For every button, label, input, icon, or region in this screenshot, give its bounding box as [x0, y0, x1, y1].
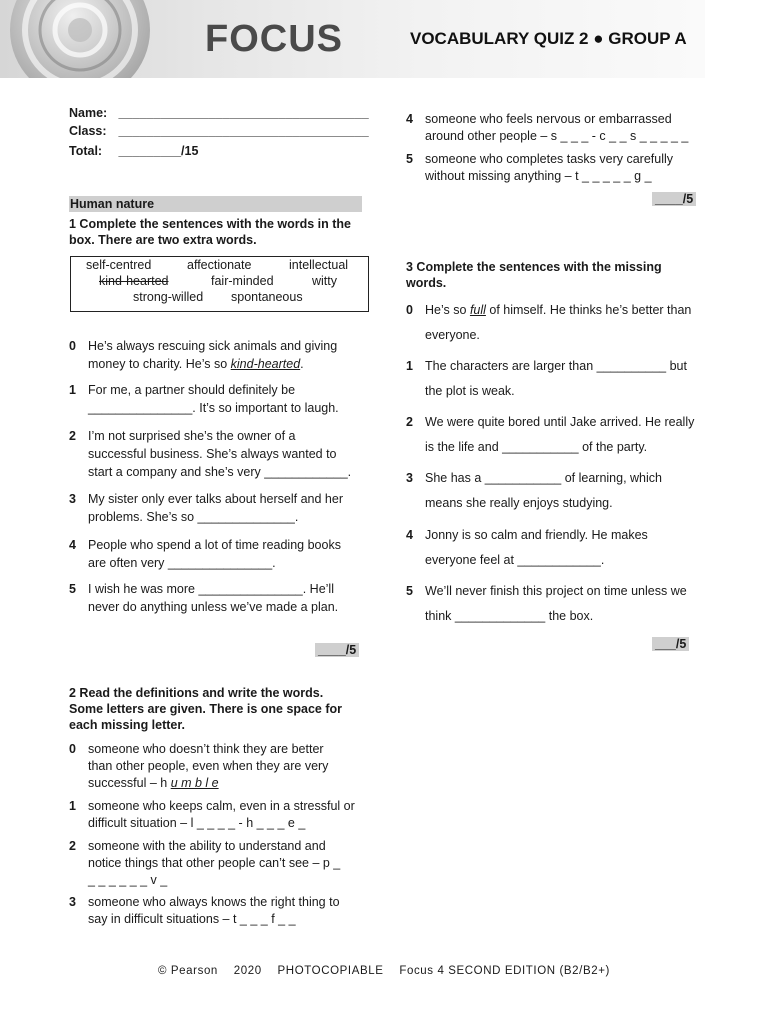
brand-logo: FOCUS: [205, 18, 343, 60]
name-label: Name:: [69, 106, 108, 120]
item-text[interactable]: someone who keeps calm, even in a stressful or difficult situation – l _ _ _ _ - h _ _ _ e _: [88, 799, 355, 830]
item-text[interactable]: My sister only ever talks about herself and her problems. She’s so ______________.: [88, 492, 343, 524]
box-word: self-centred: [86, 258, 152, 272]
item-number: 4: [406, 112, 413, 126]
item-text-post: .: [300, 357, 304, 371]
item-number: 1: [69, 383, 76, 397]
class-label: Class:: [69, 124, 107, 138]
box-word-crossed: kind-hearted: [99, 274, 169, 288]
logo-graphic: [0, 0, 200, 78]
item-text[interactable]: someone who always knows the right thing to say in difficult situations – t _ _ _ f _ _: [88, 895, 340, 926]
ex3-instruction: 3 Complete the sentences with the missing words.: [406, 260, 662, 290]
item-text-post: of himself. He thinks he’s better than everyone.: [425, 303, 692, 342]
item-text[interactable]: For me, a partner should definitely be _______________. It’s so important to laugh.: [88, 383, 339, 415]
item-text: [88, 337, 350, 373]
page-footer: [0, 965, 768, 977]
item-text-pre: He’s always rescuing sick animals and giving money to charity. He’s so: [88, 339, 338, 371]
ex1-instruction: 1 Complete the sentences with the words in the box. There are two extra words.: [69, 217, 351, 247]
item-number: 5: [406, 152, 413, 166]
item-text[interactable]: We’ll never finish this project on time unless we think _____________ the box.: [425, 584, 687, 623]
item-number: 4: [69, 538, 76, 552]
class-row: [69, 124, 369, 138]
name-row: [69, 106, 369, 120]
box-word: strong-willed: [133, 290, 204, 304]
ex2-instruction: 2 Read the definitions and write the words. Some letters are given. There is one space for each missing letter.: [69, 686, 343, 732]
item-number: 3: [69, 895, 76, 909]
item-text[interactable]: I wish he was more _______________. He’ll never do anything unless we’ve made a plan.: [88, 582, 339, 614]
item-number: 5: [406, 584, 413, 598]
item-number: 1: [406, 359, 413, 373]
ex3-score[interactable]: ___/5: [652, 637, 689, 651]
copyright: © Pearson: [158, 965, 218, 977]
total-row: [69, 144, 198, 158]
box-word: spontaneous: [231, 290, 303, 304]
item-number: 3: [406, 471, 413, 485]
word-box: [70, 256, 369, 312]
section-heading: Human nature: [69, 196, 362, 212]
item-text[interactable]: We were quite bored until Jake arrived. He really is the life and ___________ of the party.: [425, 415, 695, 454]
class-field[interactable]: ____________________________________: [118, 124, 369, 138]
item-text[interactable]: someone who completes tasks very carefully without missing anything – t _ _ _ _ _ g _: [425, 152, 674, 183]
example-answer: full: [469, 303, 486, 317]
header-banner: [0, 0, 705, 78]
item-text[interactable]: I’m not surprised she’s the owner of a successful business. She’s always wanted to start a company and she’s very ____________.: [88, 429, 352, 479]
item-text[interactable]: People who spend a lot of time reading books are often very _______________.: [88, 538, 341, 570]
footer-year: 2020: [233, 965, 262, 977]
item-text[interactable]: She has a ___________ of learning, which means she really enjoys studying.: [425, 471, 662, 510]
ex1-score[interactable]: ____/5: [315, 643, 359, 657]
item-text[interactable]: Jonny is so calm and friendly. He makes everyone feel at ____________.: [425, 528, 648, 567]
item-text-pre: He’s so: [425, 303, 470, 317]
item-text[interactable]: someone with the ability to understand and notice things that other people can’t see – p _ _ _ _ _ _ _ v _: [88, 839, 341, 887]
item-text[interactable]: someone who feels nervous or embarrassed around other people – s _ _ _ - c _ _ s _ _ _ _ _: [425, 112, 689, 143]
box-word: fair-minded: [211, 274, 274, 288]
item-text[interactable]: The characters are larger than __________ but the plot is weak.: [425, 359, 687, 398]
item-number: 0: [69, 742, 76, 756]
item-number: 1: [69, 799, 76, 813]
box-word: intellectual: [289, 258, 349, 272]
item-number: 5: [69, 582, 76, 596]
item-number: 3: [69, 492, 76, 506]
example-answer: u m b l e: [170, 776, 219, 790]
ex2-score[interactable]: ____/5: [652, 192, 696, 206]
item-text: [425, 298, 695, 348]
quiz-title: VOCABULARY QUIZ 2 ● GROUP A: [410, 29, 687, 48]
item-number: 0: [69, 339, 76, 353]
footer-photocopiable: PHOTOCOPIABLE: [277, 965, 384, 977]
example-answer: kind-hearted: [230, 357, 301, 371]
name-field[interactable]: ____________________________________: [118, 106, 369, 120]
total-field[interactable]: _________/15: [118, 144, 199, 158]
total-label: Total:: [69, 144, 103, 158]
item-number: 2: [69, 839, 76, 853]
box-word: affectionate: [187, 258, 252, 272]
item-text: [88, 741, 350, 792]
footer-edition: Focus 4 SECOND EDITION (B2/B2+): [399, 965, 610, 977]
box-word: witty: [312, 274, 337, 288]
item-number: 2: [69, 429, 76, 443]
item-number: 4: [406, 528, 413, 542]
item-number: 0: [406, 303, 413, 317]
item-number: 2: [406, 415, 413, 429]
item-text-pre: someone who doesn’t think they are better than other people, even when they are very successful – h: [88, 742, 329, 790]
